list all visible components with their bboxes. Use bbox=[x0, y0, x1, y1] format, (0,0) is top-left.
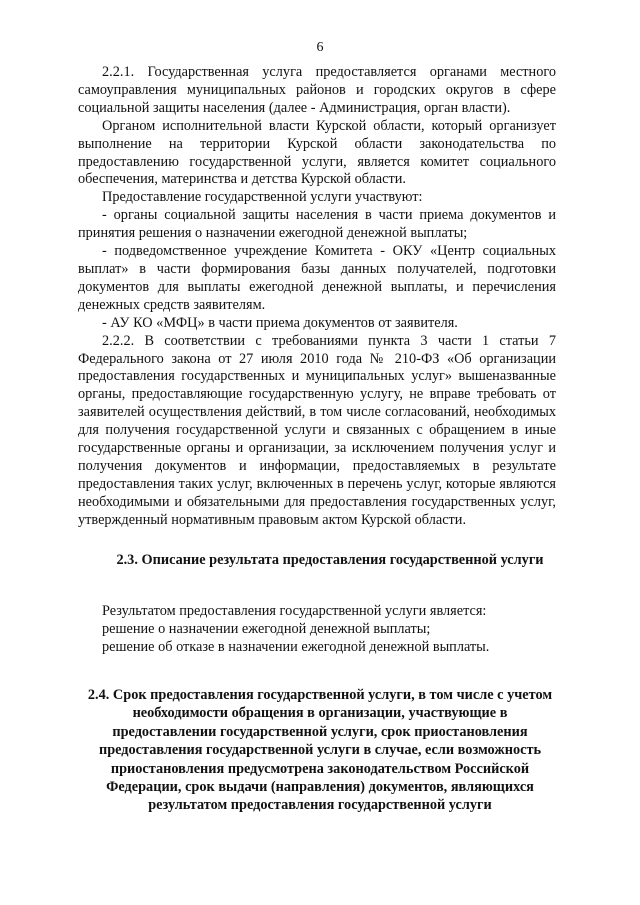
section-23-body bbox=[102, 602, 552, 656]
paragraph-executive-authority: Органом исполнительной власти Курской области, который организует выполнение на территории Курской области законодательства по предоставлению государственной услуги, является комитет социального обеспечения, материнства и детства Курской области. bbox=[78, 117, 556, 188]
paragraph-participant-mfc: - АУ КО «МФЦ» в части приема документов от заявителя. bbox=[102, 314, 458, 331]
result-grant-line: решение о назначении ежегодной денежной выплаты; bbox=[102, 621, 431, 637]
section-23-heading: 2.3. Описание результата предоставления государственной услуги bbox=[116, 552, 544, 568]
paragraph-participants-intro: Предоставление государственной услуги участвуют: bbox=[102, 189, 423, 206]
section-22-body bbox=[78, 64, 556, 530]
paragraph-participant-social-protection: - органы социальной защиты населения в части приема документов и принятия решения о назначении ежегодной денежной выплаты; bbox=[78, 207, 556, 242]
paragraph-2-2-1: 2.2.1. Государственная услуга предоставляется органами местного самоуправления муниципальных районов и городских округов в сфере социальной защиты населения (далее - Администрация, орган власти). bbox=[78, 64, 556, 116]
paragraph-2-2-2: 2.2.2. В соответствии с требованиями пункта 3 части 1 статьи 7 Федерального закона от 27 июля 2010 года № 210-ФЗ «Об организации предоставления государственных и муниципальных услуг» вышеназванные органы, предоставляющие государственную услугу, не вправе требовать от заявителей осуществления действий, в том числе согласований, необходимых для получения государственной услуги и связанных с обращением в иные государственные органы и организации, за исключением получения услуг и получения документов и информации, предоставляемых в результате предоставления таких услуг, включенных в перечень услуг, которые являются необходимыми и обязательными для предоставления государственных услуг, утвержденный нормативным правовым актом Курской области. bbox=[78, 332, 556, 528]
result-refusal-line: решение об отказе в назначении ежегодной денежной выплаты. bbox=[102, 639, 490, 655]
section-24-heading: 2.4. Срок предоставления государственной услуги, в том числе с учетом необходимости обращения в организации, участвующие в предоставлении государственной услуги, срок приостановления предоставления государственной услуги в случае, если возможность приостановления предусмотрена законодательством Российской Федерации, срок выдачи (направления) документов, являющихся результатом предоставления государственной услуги bbox=[87, 687, 553, 814]
page-number: 6 bbox=[316, 40, 324, 55]
result-intro-line: Результатом предоставления государственной услуги является: bbox=[102, 603, 487, 619]
paragraph-participant-oku: - подведомственное учреждение Комитета - ОКУ «Центр социальных выплат» в части формирования базы данных получателей, подготовки документов для выплаты ежегодной денежной выплаты, и перечисления денежных средств заявителям. bbox=[78, 243, 556, 313]
